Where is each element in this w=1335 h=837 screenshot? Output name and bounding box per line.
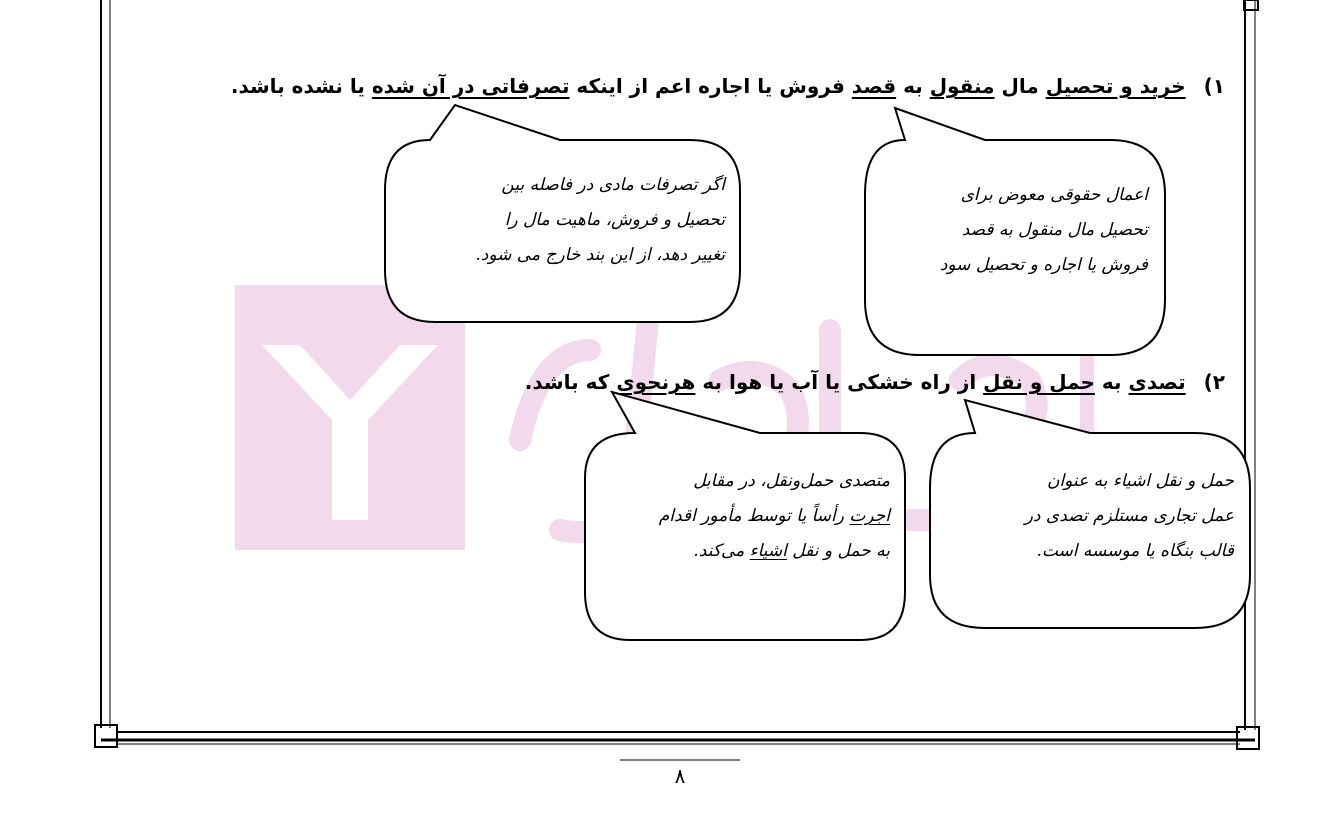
text-span: مال xyxy=(994,74,1046,98)
bubble-line: اگر تصرفات مادی در فاصله بین xyxy=(501,175,725,195)
underlined-phrase: قصد xyxy=(851,74,897,98)
bubble-line: اعمال حقوقی معوض برای xyxy=(960,185,1148,205)
bubble-line: عمل تجاری مستلزم تصدی در xyxy=(1024,506,1234,526)
text-span: به xyxy=(896,74,930,98)
underlined-phrase: منقول xyxy=(929,74,995,98)
bubble-line xyxy=(598,464,890,499)
text-span: فروش یا اجاره اعم از اینکه xyxy=(569,74,852,98)
bubble-line: تحصیل مال منقول به قصد xyxy=(961,220,1148,240)
bubble-line: تغییر دهد، از این بند خارج می شود. xyxy=(475,245,725,265)
underlined-phrase: حمل و نقل xyxy=(983,370,1095,394)
underlined-phrase: تصدی xyxy=(1128,370,1186,394)
text-span: به xyxy=(1094,370,1129,394)
text-span: به حمل و نقل xyxy=(786,541,890,561)
bubble-text-right-2 xyxy=(942,464,1234,569)
text-span: متصدی حمل‌ونقل، در مقابل xyxy=(693,471,890,491)
text-span: که باشد. xyxy=(524,370,617,394)
item-number: ١) xyxy=(1203,74,1225,98)
text-span: از راه خشکی یا آب یا هوا به xyxy=(695,370,984,394)
text-span: می‌کند. xyxy=(693,541,750,561)
bubble-line xyxy=(598,499,890,534)
underlined-phrase: اشیاء xyxy=(749,541,787,561)
bubble-line: قالب بنگاه یا موسسه است. xyxy=(1036,541,1234,561)
item-number: ٢) xyxy=(1203,370,1225,394)
bubble-text-left-2 xyxy=(598,464,890,569)
bubble-line: تحصیل و فروش، ماهیت مال را xyxy=(504,210,725,230)
bubble-line xyxy=(598,534,890,569)
bubble-line: فروش یا اجاره و تحصیل سود xyxy=(939,255,1148,275)
bubble-line: حمل و نقل اشیاء به عنوان xyxy=(1046,471,1234,491)
page-number: ٨ xyxy=(674,764,686,788)
underlined-phrase: تصرفاتی در آن شده xyxy=(371,74,570,98)
underlined-phrase: هرنحوی xyxy=(616,370,696,394)
text-span: یا نشده باشد. xyxy=(230,74,372,98)
underlined-phrase: اجرت xyxy=(849,506,890,526)
text-span: رأساً یا توسط مأمور اقدام xyxy=(658,506,850,526)
underlined-phrase: خرید و تحصیل xyxy=(1045,74,1186,98)
